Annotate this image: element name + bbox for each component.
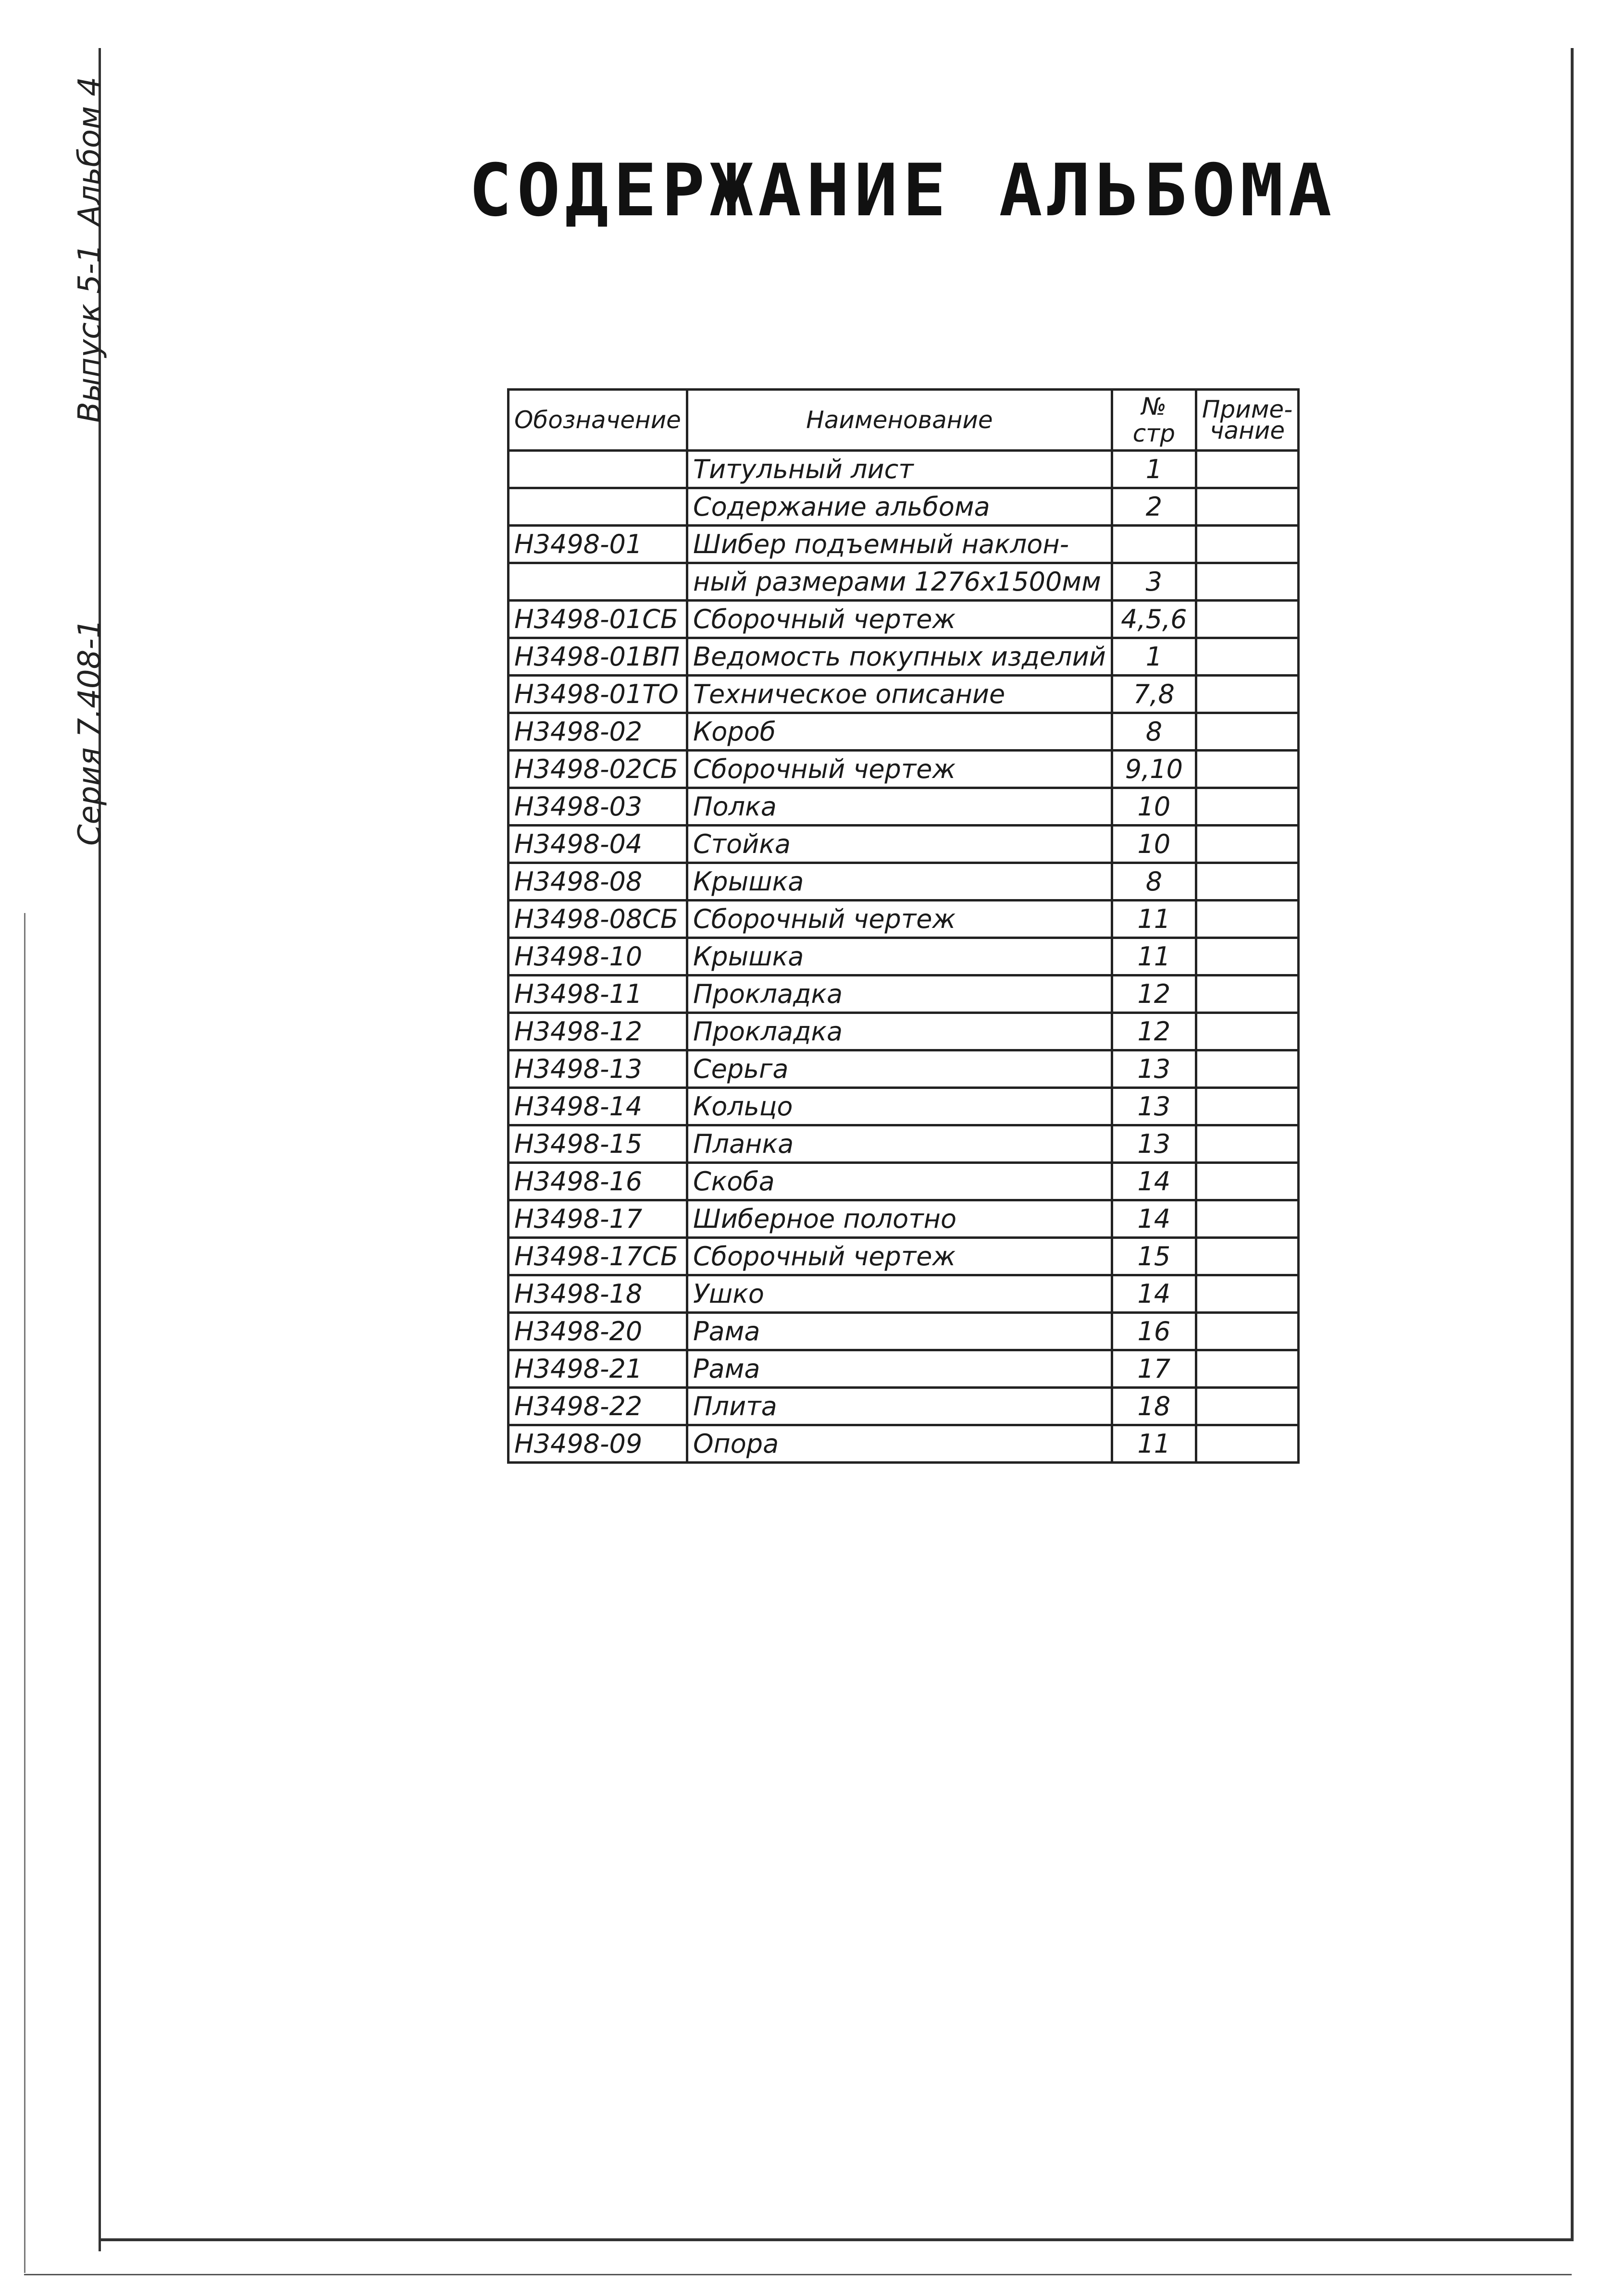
row-name: Полка	[687, 788, 1112, 826]
row-name: Техническое описание	[687, 676, 1112, 713]
row-page: 17	[1112, 1350, 1196, 1388]
row-note	[1196, 676, 1298, 713]
row-name: Титульный лист	[687, 451, 1112, 488]
table-row	[509, 526, 1299, 563]
table-row	[509, 1125, 1299, 1163]
table-row	[509, 751, 1299, 788]
table-row	[509, 1238, 1299, 1275]
row-name: Прокладка	[687, 975, 1112, 1013]
row-name: Сборочный чертеж	[687, 751, 1112, 788]
table-row	[509, 638, 1299, 676]
row-note	[1196, 1238, 1298, 1275]
row-note	[1196, 1388, 1298, 1425]
row-page: 11	[1112, 1425, 1196, 1463]
table-row	[509, 1163, 1299, 1200]
row-code: Н3498-16	[509, 1163, 687, 1200]
row-note	[1196, 938, 1298, 975]
row-note	[1196, 751, 1298, 788]
row-code: Н3498-14	[509, 1088, 687, 1125]
row-page: 9,10	[1112, 751, 1196, 788]
table-row	[509, 826, 1299, 863]
table-row	[509, 863, 1299, 901]
row-page: 18	[1112, 1388, 1196, 1425]
row-name: Серьга	[687, 1050, 1112, 1088]
row-page: 1	[1112, 451, 1196, 488]
row-note	[1196, 1275, 1298, 1313]
table-row	[509, 938, 1299, 975]
table-row	[509, 788, 1299, 826]
header-note-line1: Приме-	[1202, 395, 1293, 423]
side-label-issue: Выпуск 5-1	[72, 244, 108, 423]
row-page: 7,8	[1112, 676, 1196, 713]
header-page-line2: стр	[1132, 420, 1176, 447]
table-row	[509, 713, 1299, 751]
row-note	[1196, 1013, 1298, 1050]
row-name: Сборочный чертеж	[687, 901, 1112, 938]
row-name: Крышка	[687, 938, 1112, 975]
row-code: Н3498-01СБ	[509, 601, 687, 638]
table-row	[509, 1200, 1299, 1238]
header-name: Наименование	[687, 390, 1112, 451]
row-page: 14	[1112, 1200, 1196, 1238]
row-page: 1	[1112, 638, 1196, 676]
row-code: Н3498-02СБ	[509, 751, 687, 788]
row-page: 10	[1112, 826, 1196, 863]
table-row	[509, 1313, 1299, 1350]
side-label-album: Альбом 4	[72, 76, 108, 226]
row-name: Короб	[687, 713, 1112, 751]
row-page	[1112, 526, 1196, 563]
row-code: Н3498-11	[509, 975, 687, 1013]
row-code	[509, 451, 687, 488]
row-page: 15	[1112, 1238, 1196, 1275]
row-note	[1196, 1163, 1298, 1200]
row-note	[1196, 1088, 1298, 1125]
row-note	[1196, 563, 1298, 601]
row-code: Н3498-17СБ	[509, 1238, 687, 1275]
table-row	[509, 1088, 1299, 1125]
table-row	[509, 488, 1299, 526]
table-row	[509, 1425, 1299, 1463]
row-name: Шиберное полотно	[687, 1200, 1112, 1238]
frame-bottom-border	[99, 2238, 1574, 2241]
frame-right-border	[1571, 48, 1574, 2239]
sheet-left-edge	[24, 913, 25, 2273]
row-note	[1196, 713, 1298, 751]
row-note	[1196, 1313, 1298, 1350]
row-page: 14	[1112, 1275, 1196, 1313]
row-code: Н3498-01ВП	[509, 638, 687, 676]
side-label-series: Серия 7.408-1	[72, 618, 108, 846]
row-note	[1196, 526, 1298, 563]
row-name: Кольцо	[687, 1088, 1112, 1125]
table-row	[509, 676, 1299, 713]
row-note	[1196, 901, 1298, 938]
row-page: 13	[1112, 1050, 1196, 1088]
row-code: Н3498-09	[509, 1425, 687, 1463]
row-page: 11	[1112, 938, 1196, 975]
row-name: Крышка	[687, 863, 1112, 901]
header-note	[1196, 390, 1298, 451]
row-note	[1196, 863, 1298, 901]
row-code: Н3498-10	[509, 938, 687, 975]
table-row	[509, 1050, 1299, 1088]
row-note	[1196, 1125, 1298, 1163]
sheet-bottom-edge	[24, 2274, 1572, 2275]
header-page-line1: №	[1141, 393, 1167, 420]
row-page: 12	[1112, 975, 1196, 1013]
row-code: Н3498-22	[509, 1388, 687, 1425]
row-name: Сборочный чертеж	[687, 1238, 1112, 1275]
row-code: Н3498-13	[509, 1050, 687, 1088]
row-note	[1196, 1425, 1298, 1463]
row-page: 13	[1112, 1125, 1196, 1163]
contents-table	[507, 388, 1300, 1464]
row-name: Прокладка	[687, 1013, 1112, 1050]
table-row	[509, 975, 1299, 1013]
row-code	[509, 563, 687, 601]
row-code: Н3498-01ТО	[509, 676, 687, 713]
row-name: Плита	[687, 1388, 1112, 1425]
row-code: Н3498-03	[509, 788, 687, 826]
row-note	[1196, 975, 1298, 1013]
row-code	[509, 488, 687, 526]
row-note	[1196, 788, 1298, 826]
row-code: Н3498-02	[509, 713, 687, 751]
header-designation: Обозначение	[509, 390, 687, 451]
header-page	[1112, 390, 1196, 451]
row-page: 11	[1112, 901, 1196, 938]
row-name: Сборочный чертеж	[687, 601, 1112, 638]
table-row	[509, 1275, 1299, 1313]
row-name: Планка	[687, 1125, 1112, 1163]
row-code: Н3498-18	[509, 1275, 687, 1313]
row-code: Н3498-21	[509, 1350, 687, 1388]
header-note-line2: чание	[1209, 417, 1285, 444]
row-note	[1196, 826, 1298, 863]
row-name: Стойка	[687, 826, 1112, 863]
row-page: 8	[1112, 863, 1196, 901]
table-row	[509, 601, 1299, 638]
row-name: Скоба	[687, 1163, 1112, 1200]
row-name: Ушко	[687, 1275, 1112, 1313]
row-code: Н3498-08	[509, 863, 687, 901]
table-header-row	[509, 390, 1299, 451]
row-name: Шибер подъемный наклон-	[687, 526, 1112, 563]
row-page: 14	[1112, 1163, 1196, 1200]
row-page: 10	[1112, 788, 1196, 826]
row-code: Н3498-04	[509, 826, 687, 863]
row-page: 8	[1112, 713, 1196, 751]
page-title: СОДЕРЖАНИЕ АЛЬБОМА	[469, 149, 1337, 233]
row-page: 13	[1112, 1088, 1196, 1125]
row-code: Н3498-08СБ	[509, 901, 687, 938]
row-name: Опора	[687, 1425, 1112, 1463]
row-note	[1196, 1350, 1298, 1388]
row-code: Н3498-12	[509, 1013, 687, 1050]
row-name: ный размерами 1276х1500мм	[687, 563, 1112, 601]
row-note	[1196, 451, 1298, 488]
row-note	[1196, 488, 1298, 526]
row-note	[1196, 638, 1298, 676]
row-note	[1196, 1050, 1298, 1088]
row-page: 12	[1112, 1013, 1196, 1050]
table-row	[509, 563, 1299, 601]
row-page: 4,5,6	[1112, 601, 1196, 638]
table-row	[509, 1388, 1299, 1425]
row-name: Рама	[687, 1313, 1112, 1350]
table-row	[509, 451, 1299, 488]
table-row	[509, 1013, 1299, 1050]
row-page: 16	[1112, 1313, 1196, 1350]
row-name: Рама	[687, 1350, 1112, 1388]
row-code: Н3498-20	[509, 1313, 687, 1350]
row-page: 3	[1112, 563, 1196, 601]
row-name: Ведомость покупных изделий	[687, 638, 1112, 676]
row-code: Н3498-17	[509, 1200, 687, 1238]
table-row	[509, 901, 1299, 938]
row-code: Н3498-15	[509, 1125, 687, 1163]
row-page: 2	[1112, 488, 1196, 526]
table-row	[509, 1350, 1299, 1388]
row-note	[1196, 1200, 1298, 1238]
row-name: Содержание альбома	[687, 488, 1112, 526]
row-code: Н3498-01	[509, 526, 687, 563]
row-note	[1196, 601, 1298, 638]
